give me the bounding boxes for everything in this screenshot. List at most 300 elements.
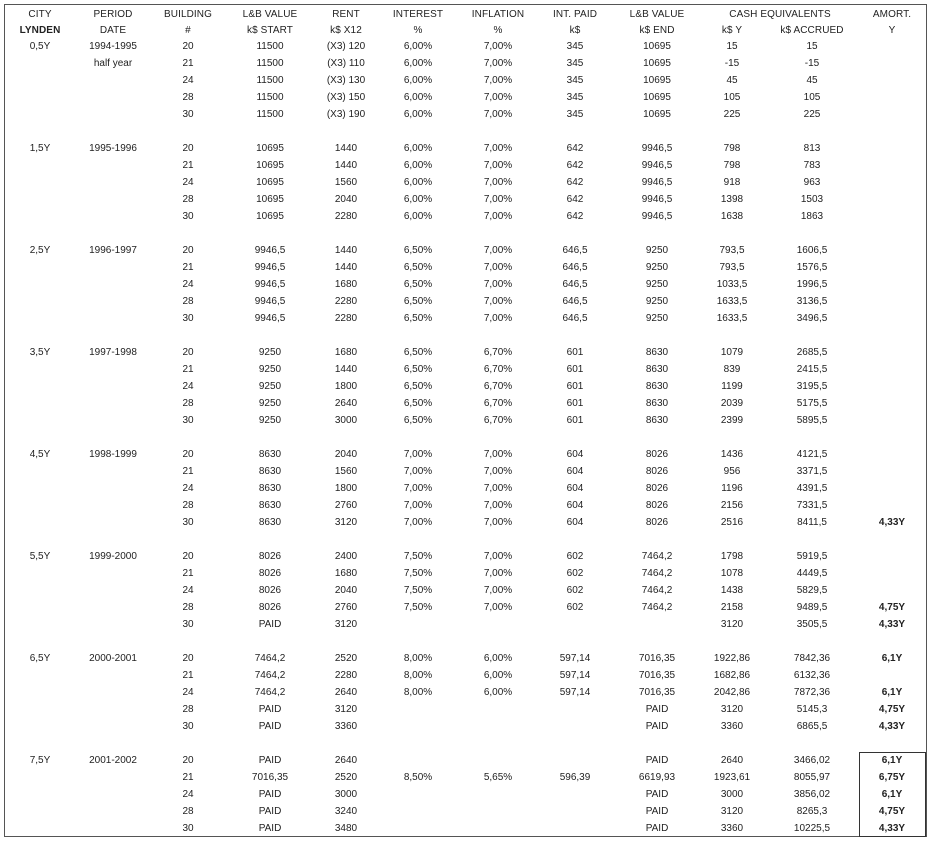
cell-cy: 2039 — [720, 398, 744, 409]
building-number: 24 — [182, 687, 194, 698]
cell-int: 6,00% — [403, 211, 433, 222]
cell-end: 10695 — [643, 109, 671, 120]
cell-rent: 2280 — [334, 211, 358, 222]
building-number: 24 — [182, 585, 194, 596]
cell-start: 9946,5 — [254, 262, 286, 273]
cell-int: 7,00% — [403, 449, 433, 460]
cell-rent: 3000 — [334, 789, 358, 800]
cell-rent: 2640 — [334, 398, 358, 409]
subheader-am: Y — [888, 25, 896, 36]
cell-start: 7464,2 — [254, 653, 286, 664]
cell-int: 6,50% — [403, 313, 433, 324]
cell-am: 4,33Y — [878, 823, 906, 834]
cell-acc: 1503 — [800, 194, 824, 205]
cell-cy: 2516 — [720, 517, 744, 528]
cell-cy: 918 — [723, 177, 741, 188]
cell-end: 8630 — [645, 415, 669, 426]
cell-paid: 642 — [566, 211, 584, 222]
building-number: 28 — [182, 500, 194, 511]
cell-acc: 5175,5 — [796, 398, 828, 409]
period-date: 1994-1995 — [89, 41, 137, 52]
cell-rent: 1440 — [334, 160, 358, 171]
building-number: 20 — [182, 245, 194, 256]
cell-int: 6,00% — [403, 92, 433, 103]
cell-int: 6,00% — [403, 143, 433, 154]
cell-end: 9946,5 — [641, 143, 673, 154]
cell-end: 8630 — [645, 364, 669, 375]
cell-paid: 597,14 — [559, 653, 591, 664]
cell-cy: 1633,5 — [716, 296, 748, 307]
cell-start: 11500 — [256, 92, 284, 103]
cell-rent: 2760 — [334, 500, 358, 511]
cell-inf: 7,00% — [483, 551, 513, 562]
cell-rent: 2520 — [334, 653, 358, 664]
cell-rent: 2040 — [334, 449, 358, 460]
cell-paid: 604 — [566, 517, 584, 528]
cell-cy: 225 — [723, 109, 741, 120]
cell-inf: 6,70% — [483, 415, 513, 426]
cell-rent: 1800 — [334, 483, 358, 494]
amortization-highlight-box — [859, 752, 926, 837]
cell-acc: -15 — [804, 58, 820, 69]
cell-end: 10695 — [643, 41, 671, 52]
building-number: 21 — [182, 670, 194, 681]
cell-int: 8,00% — [403, 670, 433, 681]
building-number: 30 — [182, 619, 194, 630]
cell-inf: 6,00% — [483, 653, 513, 664]
cell-acc: 9489,5 — [796, 602, 828, 613]
cell-rent: 1440 — [334, 143, 358, 154]
cell-end: 9250 — [645, 296, 669, 307]
cell-start: 9250 — [258, 415, 282, 426]
cell-paid: 604 — [566, 500, 584, 511]
amortization-table — [4, 4, 927, 837]
cell-end: 9250 — [645, 262, 669, 273]
cell-rent: 3120 — [334, 619, 358, 630]
cell-paid: 646,5 — [562, 262, 588, 273]
cell-paid: 604 — [566, 483, 584, 494]
cell-int: 6,00% — [403, 58, 433, 69]
cell-inf: 7,00% — [483, 41, 513, 52]
cell-int: 6,00% — [403, 41, 433, 52]
cell-rent: 2520 — [334, 772, 358, 783]
cell-acc: 7331,5 — [796, 500, 828, 511]
cell-end: 8630 — [645, 381, 669, 392]
cell-start: 7464,2 — [254, 670, 286, 681]
cell-start: 10695 — [256, 143, 284, 154]
header-int: INTEREST — [392, 9, 444, 20]
cell-rent: 2280 — [334, 296, 358, 307]
building-number: 21 — [182, 772, 194, 783]
building-number: 30 — [182, 517, 194, 528]
header-paid: INT. PAID — [552, 9, 598, 20]
cell-end: 6619,93 — [638, 772, 676, 783]
cell-rent: 1800 — [334, 381, 358, 392]
cell-int: 7,00% — [403, 483, 433, 494]
cell-paid: 642 — [566, 177, 584, 188]
cell-rent: 3480 — [334, 823, 358, 834]
cell-paid: 604 — [566, 449, 584, 460]
cell-inf: 7,00% — [483, 75, 513, 86]
cell-acc: 3371,5 — [796, 466, 828, 477]
cell-int: 6,00% — [403, 177, 433, 188]
building-number: 20 — [182, 551, 194, 562]
cell-acc: 5829,5 — [796, 585, 828, 596]
cell-end: 8026 — [645, 466, 669, 477]
cell-start: 11500 — [256, 75, 284, 86]
cell-end: 9946,5 — [641, 177, 673, 188]
cell-inf: 7,00% — [483, 177, 513, 188]
cell-end: PAID — [645, 806, 669, 817]
cell-cy: 2156 — [720, 500, 744, 511]
cell-start: PAID — [258, 704, 282, 715]
cell-end: 9946,5 — [641, 194, 673, 205]
cell-paid: 642 — [566, 194, 584, 205]
cell-inf: 7,00% — [483, 500, 513, 511]
cell-paid: 345 — [566, 109, 584, 120]
cell-int: 7,00% — [403, 517, 433, 528]
building-number: 24 — [182, 177, 194, 188]
cell-start: 11500 — [256, 58, 284, 69]
cell-paid: 601 — [566, 415, 584, 426]
cell-cy: 3000 — [720, 789, 744, 800]
building-number: 28 — [182, 704, 194, 715]
cell-start: 11500 — [256, 109, 284, 120]
cell-paid: 597,14 — [559, 687, 591, 698]
subheader-cy: k$ Y — [721, 25, 743, 36]
period-year-label: 0,5Y — [29, 41, 51, 52]
cell-end: 9250 — [645, 313, 669, 324]
cell-rent: 1440 — [334, 245, 358, 256]
cell-rent: 2040 — [334, 194, 358, 205]
cell-cy: 1798 — [720, 551, 744, 562]
cell-inf: 7,00% — [483, 92, 513, 103]
period-year-label: 5,5Y — [29, 551, 51, 562]
cell-acc: 225 — [803, 109, 821, 120]
cell-end: 8026 — [645, 483, 669, 494]
cell-int: 8,00% — [403, 687, 433, 698]
cell-start: 8630 — [258, 449, 282, 460]
cell-int: 6,50% — [403, 279, 433, 290]
cell-int: 6,00% — [403, 109, 433, 120]
cell-am: 4,75Y — [878, 704, 906, 715]
cell-paid: 601 — [566, 398, 584, 409]
cell-am: 4,33Y — [878, 517, 906, 528]
cell-cy: 839 — [723, 364, 741, 375]
building-number: 28 — [182, 194, 194, 205]
subheader-int: % — [413, 25, 423, 36]
cell-paid: 602 — [566, 585, 584, 596]
cell-inf: 7,00% — [483, 517, 513, 528]
cell-rent: 2280 — [334, 670, 358, 681]
building-number: 30 — [182, 415, 194, 426]
header-b: BUILDING — [163, 9, 213, 20]
period-year-label: 7,5Y — [29, 755, 51, 766]
cell-rent: 1680 — [334, 347, 358, 358]
cell-end: 8026 — [645, 517, 669, 528]
cell-acc: 3136,5 — [796, 296, 828, 307]
cell-cy: 3120 — [720, 619, 744, 630]
cell-cy: 798 — [723, 160, 741, 171]
period-year-label: 3,5Y — [29, 347, 51, 358]
cell-cy: 3360 — [720, 721, 744, 732]
cell-acc: 6132,36 — [793, 670, 831, 681]
cell-inf: 7,00% — [483, 568, 513, 579]
cell-paid: 597,14 — [559, 670, 591, 681]
period-year-label: 6,5Y — [29, 653, 51, 664]
cell-rent: 1680 — [334, 279, 358, 290]
cell-rent: 2280 — [334, 313, 358, 324]
cell-inf: 7,00% — [483, 58, 513, 69]
cell-am: 6,1Y — [881, 653, 903, 664]
cell-rent: 3120 — [334, 704, 358, 715]
cell-acc: 813 — [803, 143, 821, 154]
cell-inf: 7,00% — [483, 585, 513, 596]
cell-cy: 1638 — [720, 211, 744, 222]
subheader-b: # — [185, 25, 191, 36]
cell-start: 11500 — [256, 41, 284, 52]
cell-cy: 2042,86 — [713, 687, 751, 698]
header-rent: RENT — [332, 9, 360, 20]
subheader-start: k$ START — [247, 25, 293, 36]
period-year-label: 1,5Y — [29, 143, 51, 154]
cell-cy: 3120 — [720, 806, 744, 817]
cell-start: 8630 — [258, 517, 282, 528]
cell-rent: (X3) 120 — [326, 41, 366, 52]
header-am: AMORT. — [872, 9, 912, 20]
cell-start: 9250 — [258, 347, 282, 358]
cell-int: 6,50% — [403, 245, 433, 256]
cell-inf: 6,70% — [483, 381, 513, 392]
building-number: 20 — [182, 755, 194, 766]
cell-cy: 1922,86 — [713, 653, 751, 664]
cell-acc: 10225,5 — [793, 823, 831, 834]
cell-rent: 3000 — [334, 415, 358, 426]
cell-acc: 3195,5 — [796, 381, 828, 392]
subheader-inf: % — [493, 25, 503, 36]
cell-rent: 1680 — [334, 568, 358, 579]
cell-int: 7,00% — [403, 500, 433, 511]
cell-acc: 7842,36 — [793, 653, 831, 664]
cell-end: 9946,5 — [641, 211, 673, 222]
cell-acc: 105 — [803, 92, 821, 103]
cell-end: 10695 — [643, 75, 671, 86]
cell-cy: 2399 — [720, 415, 744, 426]
cell-acc: 963 — [803, 177, 821, 188]
building-number: 24 — [182, 381, 194, 392]
cell-int: 6,50% — [403, 262, 433, 273]
cell-paid: 602 — [566, 551, 584, 562]
cell-cy: 15 — [726, 41, 738, 52]
cell-am: 6,1Y — [881, 789, 903, 800]
header-cashEq: CASH EQUIVALENTS — [729, 9, 831, 20]
building-number: 20 — [182, 143, 194, 154]
cell-inf: 7,00% — [483, 211, 513, 222]
cell-cy: 1923,61 — [713, 772, 751, 783]
cell-cy: 1398 — [720, 194, 744, 205]
cell-paid: 345 — [566, 58, 584, 69]
cell-start: 9946,5 — [254, 279, 286, 290]
header-start: L&B VALUE — [242, 9, 298, 20]
building-number: 30 — [182, 721, 194, 732]
cell-cy: 3120 — [720, 704, 744, 715]
cell-inf: 7,00% — [483, 143, 513, 154]
cell-start: 8026 — [258, 602, 282, 613]
cell-int: 6,00% — [403, 160, 433, 171]
cell-cy: 2158 — [720, 602, 744, 613]
building-number: 30 — [182, 211, 194, 222]
building-number: 24 — [182, 483, 194, 494]
cell-end: 10695 — [643, 92, 671, 103]
cell-int: 6,50% — [403, 381, 433, 392]
cell-paid: 646,5 — [562, 245, 588, 256]
cell-end: 9250 — [645, 245, 669, 256]
cell-inf: 6,70% — [483, 364, 513, 375]
cell-rent: 2040 — [334, 585, 358, 596]
cell-inf: 7,00% — [483, 160, 513, 171]
cell-acc: 2685,5 — [796, 347, 828, 358]
cell-int: 7,50% — [403, 551, 433, 562]
building-number: 21 — [182, 160, 194, 171]
cell-end: 7464,2 — [641, 551, 673, 562]
cell-int: 7,50% — [403, 568, 433, 579]
cell-rent: 1440 — [334, 364, 358, 375]
period-year-label: 2,5Y — [29, 245, 51, 256]
building-number: 21 — [182, 262, 194, 273]
cell-start: 8026 — [258, 568, 282, 579]
cell-start: PAID — [258, 721, 282, 732]
building-number: 21 — [182, 364, 194, 375]
header-end: L&B VALUE — [629, 9, 685, 20]
cell-start: PAID — [258, 823, 282, 834]
cell-inf: 7,00% — [483, 313, 513, 324]
cell-am: 6,1Y — [881, 687, 903, 698]
cell-int: 6,50% — [403, 296, 433, 307]
cell-cy: 2640 — [720, 755, 744, 766]
cell-acc: 3505,5 — [796, 619, 828, 630]
cell-inf: 6,00% — [483, 670, 513, 681]
cell-int: 6,00% — [403, 75, 433, 86]
cell-acc: 3496,5 — [796, 313, 828, 324]
cell-inf: 7,00% — [483, 262, 513, 273]
cell-int: 7,50% — [403, 585, 433, 596]
cell-end: 7464,2 — [641, 585, 673, 596]
cell-start: 9946,5 — [254, 313, 286, 324]
cell-inf: 6,70% — [483, 347, 513, 358]
cell-inf: 7,00% — [483, 296, 513, 307]
building-number: 28 — [182, 92, 194, 103]
cell-start: 10695 — [256, 194, 284, 205]
cell-paid: 602 — [566, 568, 584, 579]
cell-paid: 602 — [566, 602, 584, 613]
subheader-paid: k$ — [569, 25, 581, 36]
cell-start: 8630 — [258, 500, 282, 511]
cell-am: 4,75Y — [878, 806, 906, 817]
cell-start: 7016,35 — [251, 772, 289, 783]
cell-paid: 646,5 — [562, 313, 588, 324]
cell-inf: 7,00% — [483, 245, 513, 256]
cell-int: 6,50% — [403, 398, 433, 409]
cell-paid: 601 — [566, 381, 584, 392]
cell-paid: 642 — [566, 160, 584, 171]
cell-acc: 7872,36 — [793, 687, 831, 698]
cell-paid: 601 — [566, 364, 584, 375]
cell-am: 6,1Y — [881, 755, 903, 766]
cell-end: 7464,2 — [641, 602, 673, 613]
cell-int: 6,50% — [403, 347, 433, 358]
cell-acc: 8265,3 — [796, 806, 828, 817]
cell-am: 4,33Y — [878, 619, 906, 630]
cell-start: 9250 — [258, 364, 282, 375]
cell-paid: 646,5 — [562, 279, 588, 290]
cell-start: PAID — [258, 755, 282, 766]
cell-rent: (X3) 190 — [326, 109, 366, 120]
header-inf: INFLATION — [471, 9, 525, 20]
subheader-end: k$ END — [639, 25, 675, 36]
building-number: 28 — [182, 296, 194, 307]
cell-end: 8026 — [645, 449, 669, 460]
cell-acc: 1863 — [800, 211, 824, 222]
cell-start: 10695 — [256, 211, 284, 222]
cell-rent: 2640 — [334, 755, 358, 766]
cell-acc: 6865,5 — [796, 721, 828, 732]
subheader-rent: k$ X12 — [330, 25, 362, 36]
cell-start: 9946,5 — [254, 245, 286, 256]
cell-cy: 793,5 — [719, 262, 745, 273]
cell-inf: 7,00% — [483, 279, 513, 290]
building-number: 30 — [182, 823, 194, 834]
building-number: 21 — [182, 466, 194, 477]
cell-int: 8,00% — [403, 653, 433, 664]
cell-end: 8026 — [645, 500, 669, 511]
cell-cy: 956 — [723, 466, 741, 477]
cell-acc: 5895,5 — [796, 415, 828, 426]
cell-start: 9250 — [258, 398, 282, 409]
cell-acc: 45 — [806, 75, 818, 86]
building-number: 28 — [182, 806, 194, 817]
period-date: 1997-1998 — [89, 347, 137, 358]
cell-int: 6,50% — [403, 364, 433, 375]
cell-acc: 5919,5 — [796, 551, 828, 562]
cell-cy: -15 — [724, 58, 740, 69]
cell-paid: 604 — [566, 466, 584, 477]
cell-acc: 3856,02 — [793, 789, 831, 800]
building-number: 30 — [182, 109, 194, 120]
cell-rent: (X3) 150 — [326, 92, 366, 103]
building-number: 30 — [182, 313, 194, 324]
cell-rent: 3360 — [334, 721, 358, 732]
cell-acc: 1576,5 — [796, 262, 828, 273]
cell-rent: 2760 — [334, 602, 358, 613]
cell-inf: 7,00% — [483, 483, 513, 494]
cell-end: 7016,35 — [638, 670, 676, 681]
cell-end: 10695 — [643, 58, 671, 69]
cell-inf: 6,70% — [483, 398, 513, 409]
cell-rent: 3120 — [334, 517, 358, 528]
cell-cy: 1682,86 — [713, 670, 751, 681]
cell-start: 9250 — [258, 381, 282, 392]
building-number: 20 — [182, 347, 194, 358]
cell-am: 4,33Y — [878, 721, 906, 732]
cell-int: 7,50% — [403, 602, 433, 613]
cell-rent: 2400 — [334, 551, 358, 562]
cell-cy: 1438 — [720, 585, 744, 596]
cell-acc: 4391,5 — [796, 483, 828, 494]
cell-acc: 783 — [803, 160, 821, 171]
cell-acc: 15 — [806, 41, 818, 52]
period-year-label: 4,5Y — [29, 449, 51, 460]
building-number: 24 — [182, 789, 194, 800]
